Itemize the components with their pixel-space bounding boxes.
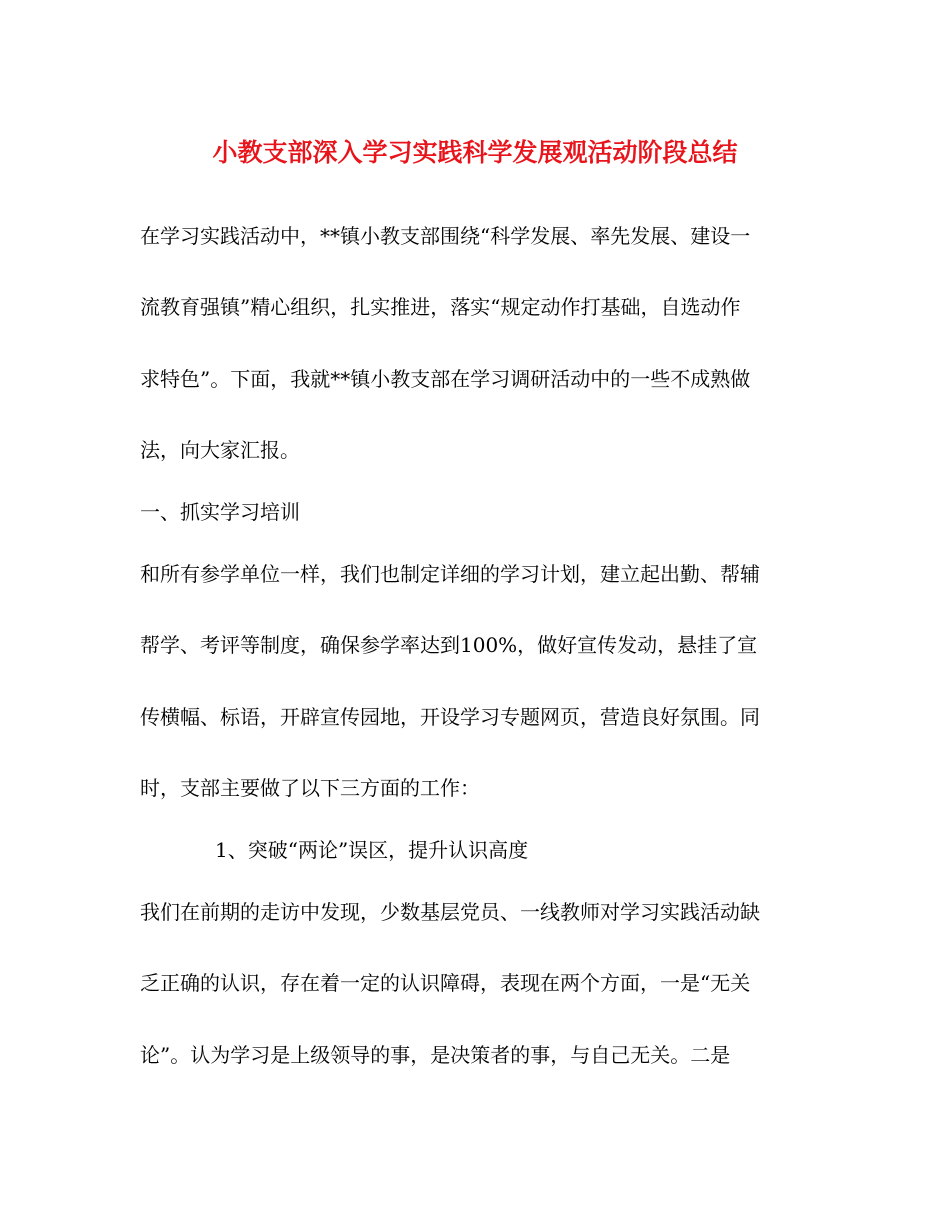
- paragraph-line: 法，向大家汇报。: [140, 438, 300, 462]
- paragraph-line: 在学习实践活动中，**镇小教支部围绕“科学发展、率先发展、建设一: [140, 224, 751, 248]
- section-heading: 一、抓实学习培训: [140, 500, 300, 524]
- document-title: 小教支部深入学习实践科学发展观活动阶段总结: [212, 138, 738, 167]
- paragraph-line: 流教育强镇”精心组织，扎实推进，落实“规定动作打基础，自选动作: [140, 295, 741, 319]
- paragraph-line: 论”。认为学习是上级领导的事，是决策者的事，与自己无关。二是: [140, 1043, 731, 1067]
- paragraph-line: 时，支部主要做了以下三方面的工作：: [140, 776, 480, 800]
- subsection-heading: 1、突破“两论”误区，提升认识高度: [215, 838, 529, 862]
- paragraph-line: 求特色”。下面，我就**镇小教支部在学习调研活动中的一些不成熟做: [140, 367, 751, 391]
- paragraph-line: 和所有参学单位一样，我们也制定详细的学习计划，建立起出勤、帮辅: [140, 562, 760, 586]
- paragraph-line: 乏正确的认识，存在着一定的认识障碍，表现在两个方面，一是“无关: [140, 971, 751, 995]
- paragraph-line: 帮学、考评等制度，确保参学率达到100%，做好宣传发动，悬挂了宣: [140, 633, 758, 657]
- paragraph-line: 我们在前期的走访中发现，少数基层党员、一线教师对学习实践活动缺: [140, 900, 760, 924]
- paragraph-line: 传横幅、标语，开辟宣传园地，开设学习专题网页，营造良好氛围。同: [140, 705, 760, 729]
